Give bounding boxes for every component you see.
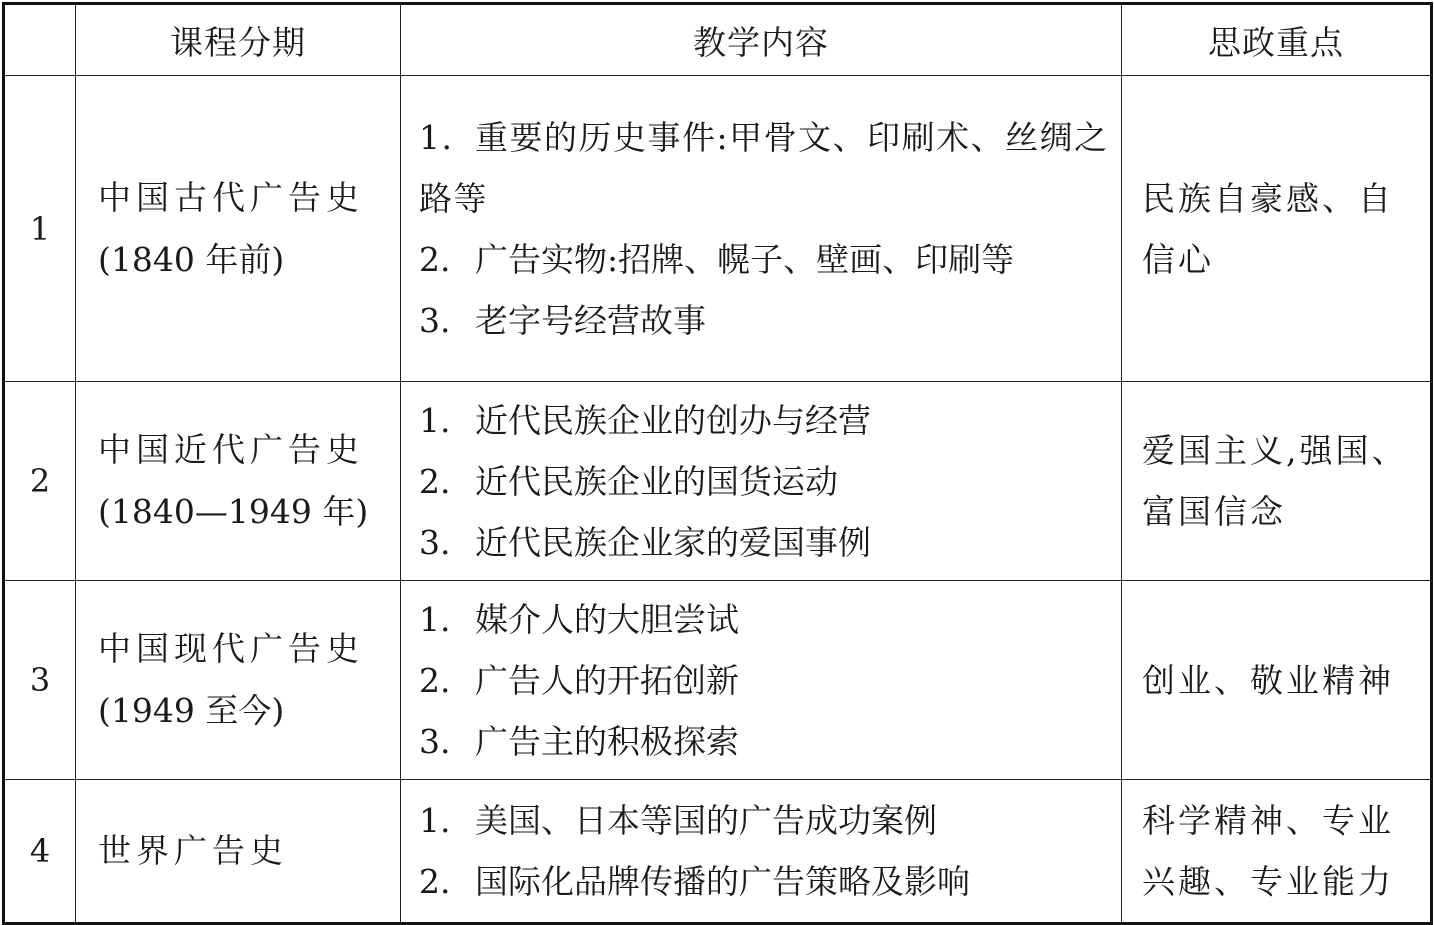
item-number: 1. <box>419 400 451 440</box>
header-teaching-content: 教学内容 <box>401 4 1122 76</box>
ideological-focus-cell: 爱国主义,强国、富国信念 <box>1122 382 1432 581</box>
item-text: 广告人的开拓创新 <box>475 660 739 700</box>
content-item <box>419 711 1109 772</box>
period-name: 中国现代广告史 <box>98 629 364 668</box>
item-number: 1. <box>419 801 451 840</box>
ideological-focus-cell: 科学精神、专业兴趣、专业能力 <box>1122 780 1432 924</box>
teaching-content-cell <box>401 581 1122 780</box>
table-row <box>4 76 1432 382</box>
row-number: 4 <box>4 780 76 924</box>
header-number <box>4 4 76 76</box>
row-number: 3 <box>4 581 76 780</box>
ideological-focus-cell: 民族自豪感、自信心 <box>1122 76 1432 382</box>
item-text: 媒介人的大胆尝试 <box>475 599 739 639</box>
course-period-cell <box>76 76 401 382</box>
item-number: 3. <box>419 300 451 340</box>
item-text: 近代民族企业的创办与经营 <box>475 400 871 440</box>
table-row <box>4 581 1432 780</box>
item-text: 广告主的积极探索 <box>475 721 739 761</box>
course-period-cell <box>76 780 401 924</box>
content-item <box>419 790 1109 851</box>
content-item <box>419 589 1109 650</box>
content-item <box>419 107 1109 229</box>
row-number: 2 <box>4 382 76 581</box>
table-row <box>4 780 1432 924</box>
item-text: 广告实物:招牌、幌子、壁画、印刷等 <box>475 239 1015 279</box>
header-row <box>4 4 1432 76</box>
header-ideological-focus: 思政重点 <box>1122 4 1432 76</box>
period-years: (1949 至今) <box>98 691 285 730</box>
period-years: (1840 年前) <box>98 239 285 279</box>
content-item <box>419 229 1109 290</box>
item-text: 近代民族企业家的爱国事例 <box>475 522 871 562</box>
course-table <box>2 2 1433 925</box>
ideological-focus-cell: 创业、敬业精神 <box>1122 581 1432 780</box>
item-number: 2. <box>419 862 451 901</box>
table-row <box>4 382 1432 581</box>
item-text: 重要的历史事件:甲骨文、印刷术、丝绸之路等 <box>419 117 1109 218</box>
teaching-content-cell <box>401 382 1122 581</box>
item-number: 3. <box>419 721 451 761</box>
course-period-cell <box>76 382 401 581</box>
item-number: 3. <box>419 522 451 562</box>
content-item <box>419 851 1109 912</box>
period-name: 中国古代广告史 <box>98 177 364 217</box>
item-number: 1. <box>419 117 454 157</box>
item-text: 近代民族企业的国货运动 <box>475 461 838 501</box>
period-name: 世界广告史 <box>98 831 288 870</box>
item-number: 2. <box>419 660 451 700</box>
teaching-content-cell <box>401 76 1122 382</box>
item-number: 2. <box>419 461 451 501</box>
item-text: 国际化品牌传播的广告策略及影响 <box>475 862 970 901</box>
header-course-period: 课程分期 <box>76 4 401 76</box>
row-number: 1 <box>4 76 76 382</box>
content-item <box>419 390 1109 451</box>
period-years: (1840—1949 年) <box>98 492 369 531</box>
content-item <box>419 650 1109 711</box>
item-number: 1. <box>419 599 451 639</box>
content-item <box>419 451 1109 512</box>
content-item <box>419 290 1109 351</box>
content-item <box>419 512 1109 573</box>
course-period-cell <box>76 581 401 780</box>
item-number: 2. <box>419 239 451 279</box>
item-text: 老字号经营故事 <box>475 300 706 340</box>
item-text: 美国、日本等国的广告成功案例 <box>475 801 937 840</box>
period-name: 中国近代广告史 <box>98 430 364 469</box>
teaching-content-cell <box>401 780 1122 924</box>
